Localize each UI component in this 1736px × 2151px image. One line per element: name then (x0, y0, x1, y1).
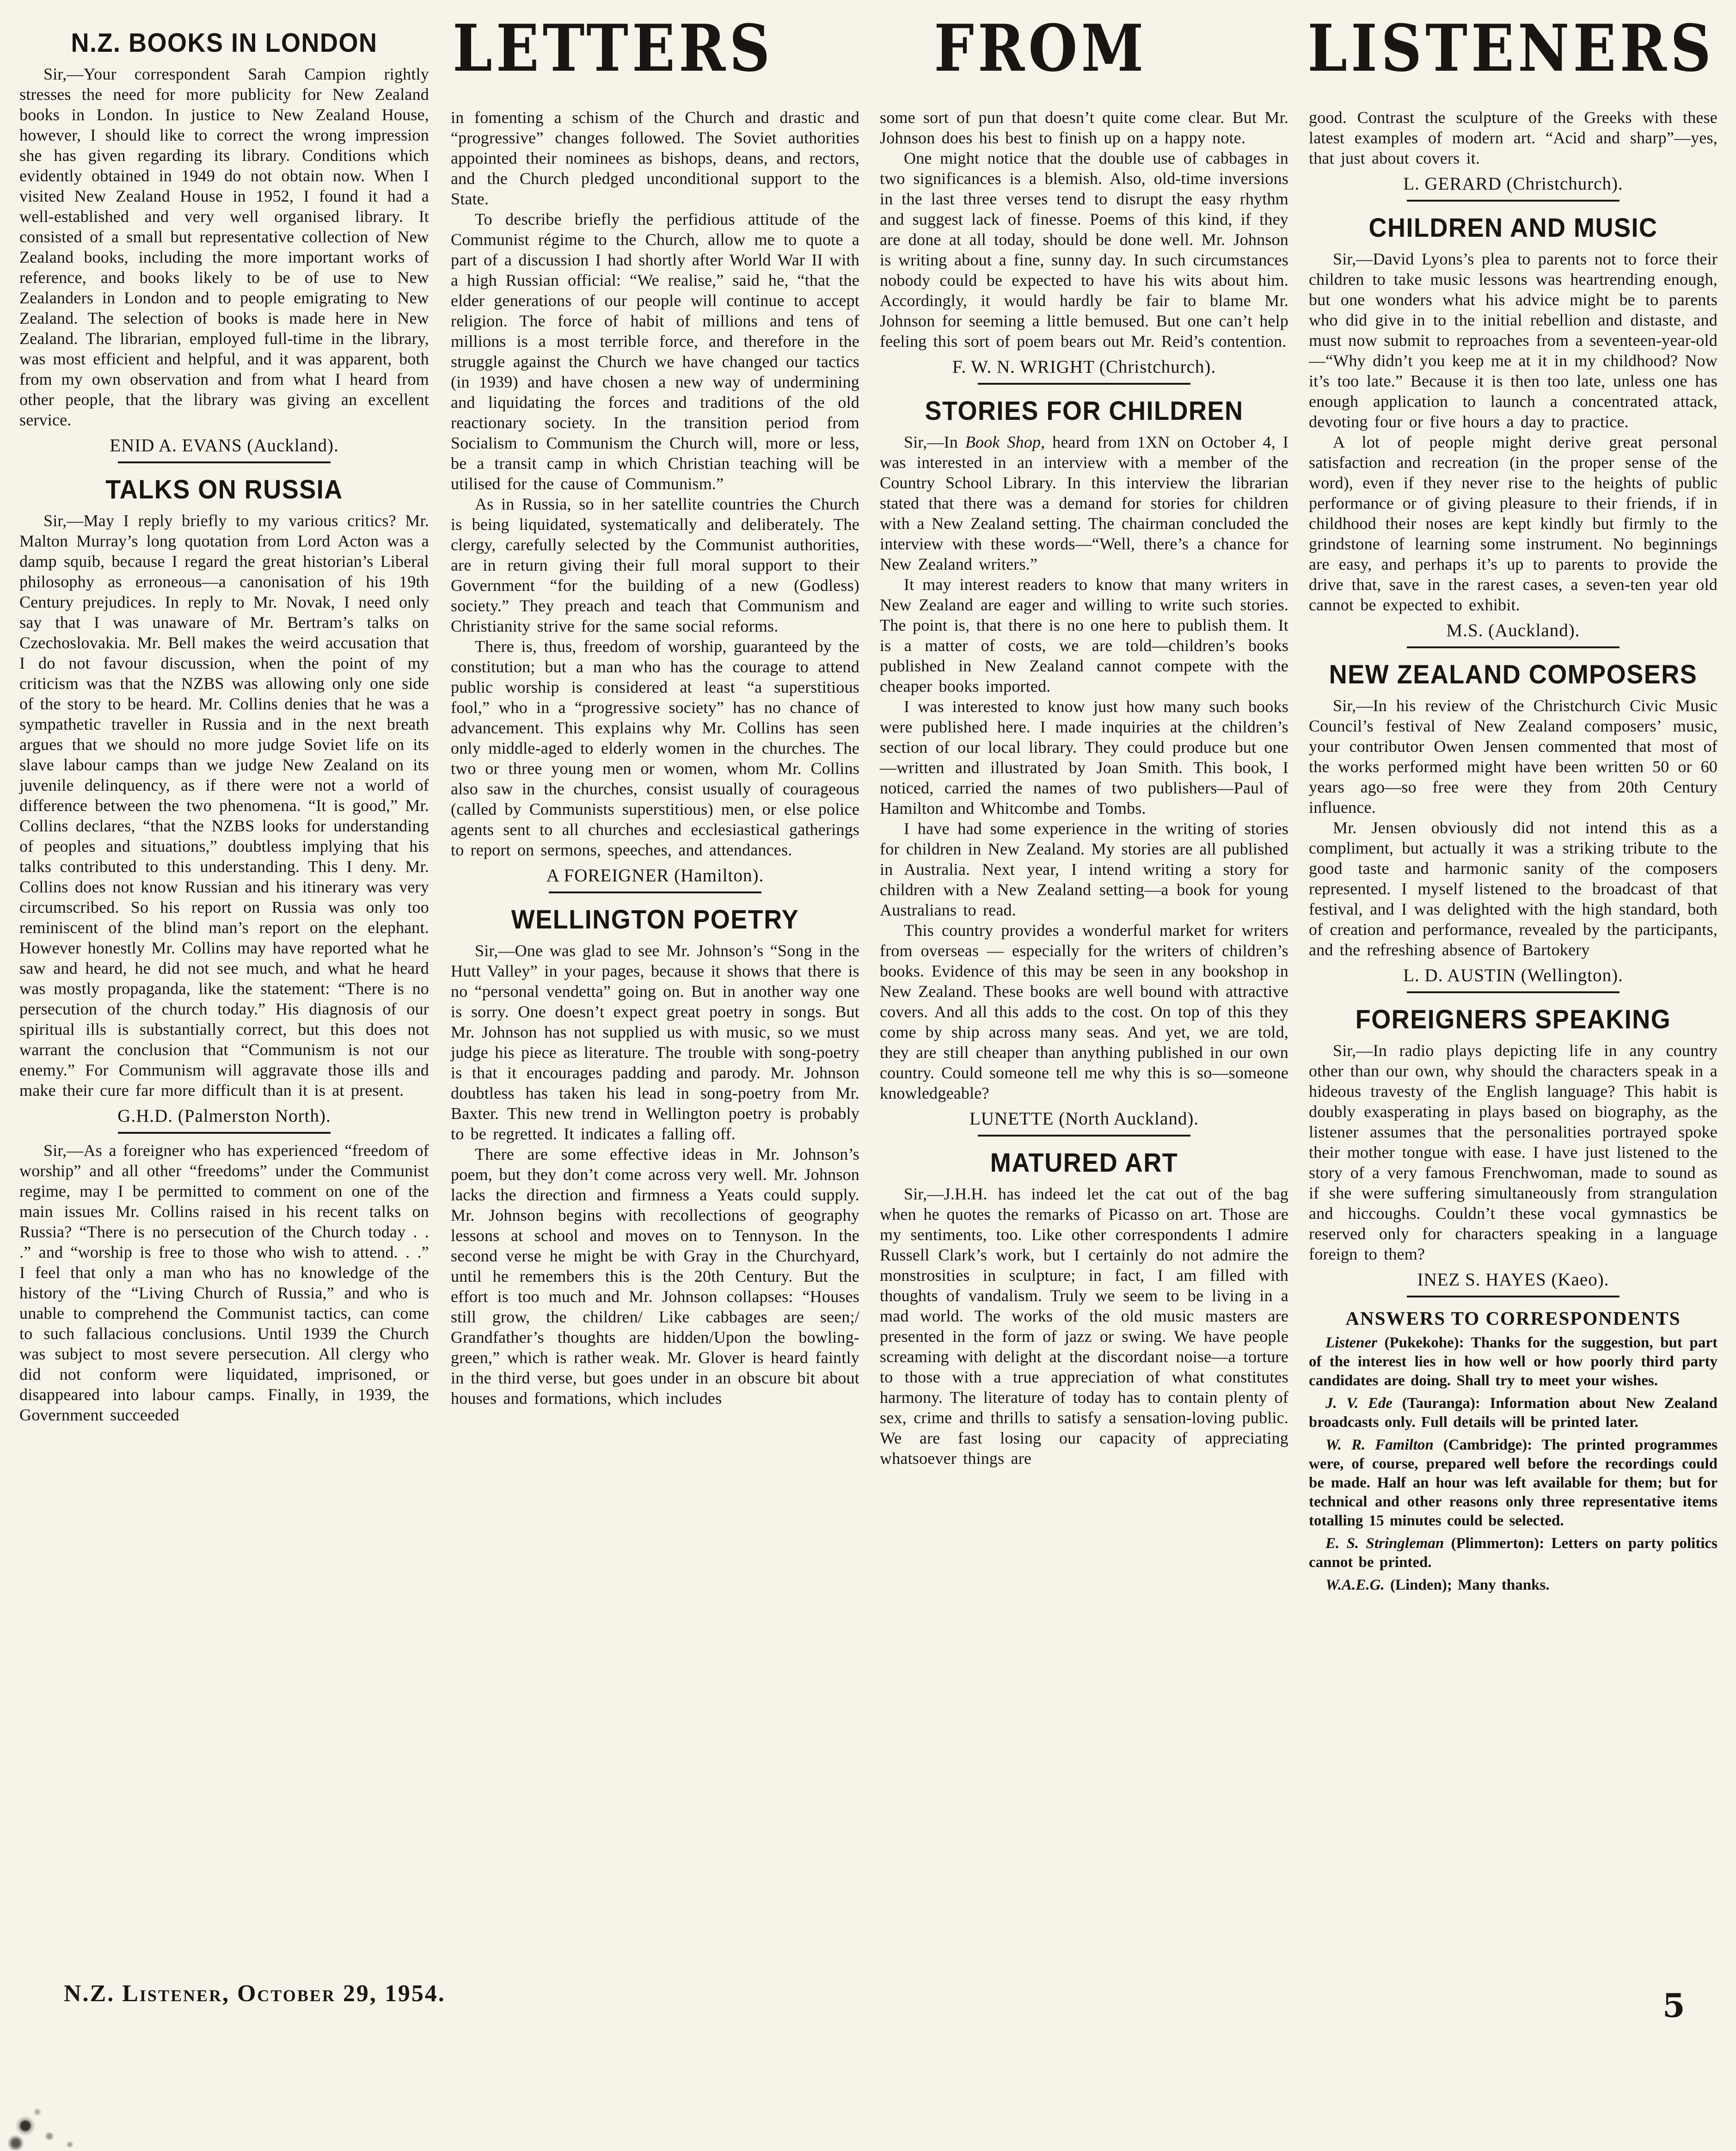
letter-signature: ENID A. EVANS (Auckland). (110, 436, 339, 455)
letter-signature: LUNETTE (North Auckland). (969, 1109, 1199, 1129)
letter-heading: FOREIGNERS SPEAKING (1355, 1004, 1671, 1034)
letter-paragraph: I was interested to know just how many such books were published here. I made inquiries at the children’s section of our local library. They could produce but one—written and illustrated by Joan Smith. This book, I noticed, carried the names of two publishers—Paul of Hamilton and Whitcombe and Tombs. (880, 697, 1288, 817)
masthead-word: LISTENERS (1307, 10, 1715, 86)
correspondent-name: J. V. Ede (1325, 1395, 1402, 1412)
column-4 (1309, 107, 1718, 1598)
letter-heading: NEW ZEALAND COMPOSERS (1329, 659, 1698, 689)
letter-signature: L. D. AUSTIN (Wellington). (1403, 965, 1623, 985)
letter-paragraph: Mr. Jensen obviously did not intend this as a compliment, but actually it was a striking tribute to the good taste and harmonic sanity of the composers represented. I myself listened to the broadcast of that festival, and I was delighted with the high standard, both of creation and performance, revealed by the participants, and the refreshing absence of Bartokery (1309, 818, 1718, 959)
answer-entry: W.A.E.G. (Linden); Many thanks. (1325, 1577, 1550, 1593)
correspondent-name: W.A.E.G. (1325, 1577, 1390, 1593)
letter-paragraph: in fomenting a schism of the Church and drastic and “progressive” changes followed. The Soviet authorities appointed their nominees as bishops, deans, and rectors, and the Church pledged unconditional support to the State. (451, 108, 859, 208)
page-number: 5 (1662, 1986, 1685, 2025)
letter-signature: A FOREIGNER (Hamilton). (546, 866, 764, 885)
letter-heading: CHILDREN AND MUSIC (1368, 213, 1658, 243)
masthead-word: FROM (934, 10, 1147, 86)
answer-entry: W. R. Familton (Cambridge): The printed programmes were, of course, prepared well before the recordings could be made. Half an hour was left available for them; but for technical and other reasons only three representative items totalling 15 minutes could be selected. (1309, 1437, 1718, 1529)
letter-paragraph: good. Contrast the sculpture of the Greeks with these latest examples of modern art. “Acid and sharp”—yes, that just about covers it. (1309, 108, 1718, 167)
letter-heading: STORIES FOR CHILDREN (925, 396, 1244, 426)
masthead-title (451, 11, 1718, 100)
letter-paragraph: Sir,—Your correspondent Sarah Campion rightly stresses the need for more publicity for New Zealand books in London. In justice to New Zealand House, however, I should like to correct the wrong impression she has given regarding its library. Conditions which evidently obtained in 1949 do not obtain now. When I visited New Zealand House in 1952, I found it had a well-established and very well organised library. It consisted of a small but representative collection of New Zealand books, including the more important works of reference, and books likely to be of use to New Zealanders in London and to people emigrating to New Zealand. The selection of books is made here in New Zealand. The librarian, employed full-time in the library, was most efficient and helpful, and it was apparent, both from my own observation and from what I heard from other people, that the library was giving an excellent service. (19, 65, 429, 429)
correspondent-name: W. R. Familton (1325, 1437, 1443, 1453)
section-rule (1407, 1296, 1619, 1297)
letter-paragraph: I have had some experience in the writing of stories for children in New Zealand. My stories are all published in Australia. Next year, I intend writing a story for children with a New Zealand setting—a book for young Australians to read. (880, 819, 1288, 919)
answer-entry: E. S. Stringleman (Plimmerton): Letters on party politics cannot be printed. (1309, 1535, 1718, 1571)
letter-paragraph: One might notice that the double use of cabbages in two significances is a blemish. Also, old-time inversions in the last three verses tend to disrupt the easy rhythm and suggest lack of finesse. Poems of this kind, if they are done at all today, should be done well. Mr. Johnson is writing about a fine, sunny day. In such circumstances nobody could be expected to have his wits about him. Accordingly, it would hardly be fair to blame Mr. Johnson for seeming a little bemused. But one can’t help feeling this sort of poem bears out Mr. Reid’s contention. (880, 149, 1288, 350)
letter-paragraph: Sir,—In radio plays depicting life in any country other than our own, why should the characters speak in a hideous travesty of the English language? This habit is doubly exasperating in plays based on biography, as the listener assumes that the personalities portrayed spoke their mother tongue with ease. I have just listened to the story of a very famous Frenchwoman, made to sound as if she were suffering simultaneously from strangulation and hiccoughs. Couldn’t these vocal gymnastics be reserved only for characters speaking in a language foreign to them? (1309, 1041, 1718, 1263)
letter-heading: N.Z. BOOKS IN LONDON (71, 28, 378, 58)
letter-signature: F. W. N. WRIGHT (Christchurch). (952, 357, 1216, 377)
ink-smudge (4, 2081, 124, 2150)
letter-heading: TALKS ON RUSSIA (105, 474, 343, 504)
section-rule (978, 1135, 1190, 1137)
letter-paragraph: As in Russia, so in her satellite countries the Church is being liquidated, systematically and deliberately. The clergy, carefully selected by the Communist authorities, are in return giving their full moral support to their Government “for the building of a new (Godless) society.” They preach and teach that Communism and Christianity strive for the same social reforms. (451, 495, 859, 635)
footer-dateline: N.Z. Listener, October 29, 1954. (64, 1980, 446, 2007)
section-rule (118, 461, 331, 463)
letter-paragraph: This country provides a wonderful market for writers from overseas — especially for the writers of children’s books. Evidence of this may be seen in any bookshop in New Zealand. These books are well bound with attractive covers. And all this adds to the cost. On top of this they come by ship across many seas. And yet, we are told, they are still cheaper than anything published in our own country. Could someone tell me why this is so—someone knowledgeable? (880, 921, 1288, 1102)
letter-paragraph: There are some effective ideas in Mr. Johnson’s poem, but they don’t come across very well. Mr. Johnson lacks the direction and firmness a Yeats could supply. Mr. Johnson begins with recollections of geography lessons at school and moves on to Tennyson. In the second verse he might be with Gray in the Churchyard, until he remembers this is the 20th Century. But the effort is too much and Mr. Johnson collapses: “Houses still grow, the children/ Like cabbages are seen;/ Grandfather’s thoughts are hidden/Upon the bowling-green,” which is rather weak. Mr. Glover is heard faintly in the third verse, but goes under in an obscure bit about houses and formations, which includes (451, 1145, 859, 1407)
letter-heading: WELLINGTON POETRY (511, 904, 799, 934)
letter-columns (451, 107, 1718, 1598)
letter-signature: L. GERARD (Christchurch). (1403, 174, 1623, 194)
masthead-word: LETTERS (453, 10, 774, 86)
correspondent-name: E. S. Stringleman (1325, 1535, 1451, 1552)
section-rule (1407, 646, 1619, 648)
answers-heading: ANSWERS TO CORRESPONDENTS (1345, 1308, 1681, 1329)
letter-paragraph: A lot of people might derive great personal satisfaction and recreation (in the proper sense of the word), even if they never rise to the heights of public performance or of giving pleasure to their friends, if in childhood their noses are kept kindly but firmly to the grindstone of learning some instrument. No beginnings are easy, and perhaps it’s up to parents to provide the drive that, save in the rarest cases, a seven-ten year old cannot be expected to exhibit. (1309, 433, 1718, 614)
letter-paragraph: Sir,—In his review of the Christchurch Civic Music Council’s festival of New Zealand composers’ music, your contributor Owen Jensen commented that most of the works performed might have been written 50 or 60 years ago—so free were they from 20th Century influence. (1309, 696, 1718, 817)
section-rule (118, 1132, 331, 1134)
section-rule (1407, 200, 1619, 202)
letter-paragraph: Sir,—David Lyons’s plea to parents not to force their children to take music lessons was heartrending enough, but one wonders what his advice might be to parents who did give in to the initial rebellion and distaste, and must now submit to reproaches from a seventeen-year-old—“Why didn’t you keep me at it in my childhood? Now it’s too late.” Because it is then too late, unless one has enough application to launch a concentrated attack, devoting four or five hours a day to practice. (1309, 250, 1718, 431)
letter-paragraph: Sir,—One was glad to see Mr. Johnson’s “Song in the Hutt Valley” in your pages, because it shows that there is no “personal vendetta” going on. But in another way one is sorry. One doesn’t expect great poetry in songs. But Mr. Johnson has not supplied us with music, so we must judge his piece as literature. The trouble with song-poetry is that it encourages padding and parody. Mr. Johnson doubtless has taken his lead in song-poetry from Mr. Baxter. This new trend in Wellington poetry is probably to be regretted. It indicates a falling off. (451, 941, 859, 1143)
section-rule (978, 383, 1190, 385)
answer-entry: J. V. Ede (Tauranga): Information about New Zealand broadcasts only. Full details will be printed later. (1309, 1395, 1718, 1431)
letter-paragraph: some sort of pun that doesn’t quite come clear. But Mr. Johnson does his best to finish up on a happy note. (880, 108, 1288, 147)
column-1 (19, 17, 429, 1425)
right-section (451, 11, 1718, 1598)
section-rule (1407, 991, 1619, 993)
letter-paragraph: There is, thus, freedom of worship, guaranteed by the constitution; but a man who has the courage to attend public worship is considered at least “a superstitious fool,” who in a “progressive society” has no chance of advancement. This explains why Mr. Collins has seen only middle-aged to elderly women in the churches. The two or three young men or women, whom Mr. Collins also saw in the churches, consist usually of courageous (called by Communists superstitious) men, or else police agents sent to all churches and ecclesiastical gatherings to report on sermons, speeches, and attendances. (451, 637, 859, 859)
letter-paragraph: To describe briefly the perfidious attitude of the Communist régime to the Church, allow me to quote a part of a discussion I had shortly after World War II with a high Russian official: “We realise,” said he, “that the elder generations of our people will continue to accept religion. The force of habit of millions and tens of millions is a most terrible force, and therefore in the struggle against the Church we have changed our tactics (in 1939) and have chosen a new way of undermining and liquidating the forces and traditions of the old reactionary society. In the transition period from Socialism to Communism the Church will, more or less, be a transit camp in which Christian teaching will be utilised for the cause of Communism.” (451, 210, 859, 493)
letter-paragraph: It may interest readers to know that many writers in New Zealand are eager and willing to write such stories. The point is, that there is no one here to publish them. It is a matter of costs, we are told—children’s books published in New Zealand cannot compete with the cheaper books imported. (880, 575, 1288, 695)
letter-paragraph: Sir,—In Book Shop, heard from 1XN on October 4, I was interested in an interview with a member of the Country School Library. In this interview the librarian stated that there was a demand for stories for children with a New Zealand setting. The chairman concluded the interview with these words—“Well, there’s a chance for New Zealand writers.” (880, 433, 1288, 573)
letter-paragraph: Sir,—J.H.H. has indeed let the cat out of the bag when he quotes the remarks of Picasso on art. Those are my sentiments, too. Like other correspondents I admire Russell Clark’s work, but I certainly do not admire the monstrosities in sculpture; in fact, I am filled with thoughts of vandalism. Truly we seem to be living in a mad world. The works of the old music masters are presented in the form of jazz or swing. We have people screaming with delight at the discordant noise—a torture to those with a true appreciation of what constitutes harmony. The literature of today has to contain plenty of sex, crime and thrills to satisfy a sensation-loving public. We are fast losing our capacity of appreciating whatsoever things are (880, 1185, 1288, 1468)
column-2 (451, 107, 859, 1598)
letter-paragraph: Sir,—May I reply briefly to my various critics? Mr. Malton Murray’s long quotation from Lord Acton was a damp squib, because I regard the great historian’s Liberal philosophy as erroneous—a canonisation of his 19th Century prejudices. In reply to Mr. Novak, I need only say that I was unaware of Mr. Bertram’s talks on Czechoslovakia. Mr. Bell makes the weird accusation that I do not favour discussion, when the point of my criticism was that the NZBS was allowing only one side of the story to be heard. Mr. Collins denies that he was a sympathetic traveller in Russia and in the next breath argues that we should no more judge Soviet life on its slave labour camps than we judge New Zealand on its juvenile delinquency, as if there were not a world of difference between the two phenomena. “It is good,” Mr. Collins declares, “that the NZBS looks for understanding of peoples and situations,” doubtless implying that his talks contributed to this understanding. This I deny. Mr. Collins does not know Russian and his itinerary was very circumscribed. So his report on Russia was only too reminiscent of the blind man’s report on the elephant. However honestly Mr. Collins may have reported what he saw and heard, he did not see much, and what he heard was mostly propaganda, like the statement: “There is no persecution of the church today.” His diagnosis of our spiritual ills is substantially correct, but this does not warrant the conclusion that “Communism is not our enemy.” For Communism will aggravate those ills and make their cure far more difficult than it is at present. (19, 511, 429, 1100)
answer-entry: Listener (Pukekohe): Thanks for the suggestion, but part of the interest lies in how well or how poorly third party candidates are doing. Shall try to meet your wishes. (1309, 1334, 1718, 1389)
section-rule (549, 891, 761, 893)
correspondent-name: Listener (1325, 1334, 1385, 1351)
letter-signature: G.H.D. (Palmerston North). (117, 1106, 331, 1126)
letter-heading: MATURED ART (990, 1148, 1178, 1178)
letter-signature: M.S. (Auckland). (1446, 621, 1580, 640)
letter-signature: INEZ S. HAYES (Kaeo). (1417, 1270, 1609, 1290)
column-3 (880, 107, 1288, 1598)
letter-paragraph: Sir,—As a foreigner who has experienced “freedom of worship” and all other “freedoms” under the Communist regime, may I be permitted to comment on one of the main issues Mr. Collins raised in his recent talks on Russia? “There is no persecution of the Church today . . .” and “worship is free to those who wish to attend. . .” I feel that only a man who has no knowledge of the history of the “Living Church of Russia,” and who is unable to comprehend the Communist tactics, can come to such fallacious conclusions. Until 1939 the Church was subject to most severe persecution. All clergy who did not conform were liquidated, imprisoned, or disappeared into labour camps. Finally, in 1939, the Government succeeded (19, 1141, 429, 1424)
